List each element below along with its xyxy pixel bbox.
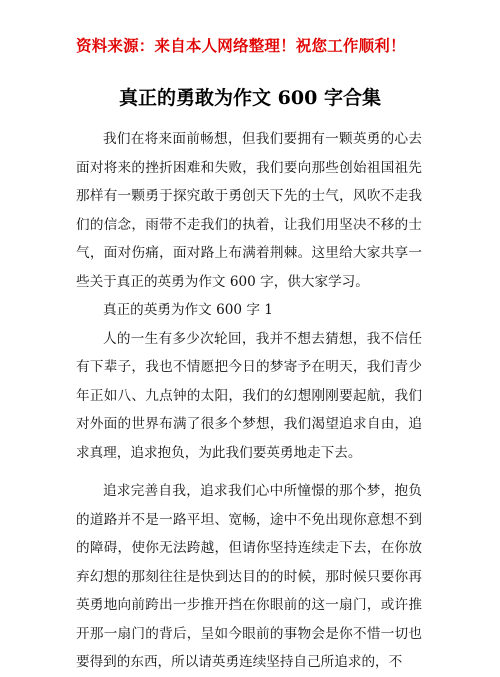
intro-paragraph: 我们在将来面前畅想，但我们要拥有一颗英勇的心去面对将来的挫折困难和失败，我们要向那些创始祖国祖先那样有一颗勇于探究敢于勇创天下先的士气，风吹不走我们的信念，雨带不走我们的执着，让我们用坚决不移的士气，面对伤痛，面对路上布满着荆棘。这里给大家共享一些关于真正的英勇为作文 600 字，供大家学习。 xyxy=(76,131,422,290)
source-note: 资料来源：来自本人网络整理！祝您工作顺利！ xyxy=(76,36,406,55)
document-title: 真正的勇敢为作文 600 字合集 xyxy=(119,87,381,109)
document-body xyxy=(76,125,422,677)
essay-paragraph: 追求完善自我，追求我们心中所憧憬的那个梦，抱负的道路并不是一路平坦、宽畅，途中不免出现你意想不到的障碍，使你无法跨越，但请你坚持连续走下去，在你放弃幻想的那刻往往是快到达目的的时候，那时候只要你再英勇地向前跨出一步推开挡在你眼前的这一扇门，或许推开那一扇门的背后，呈如今眼前的事物会是你不惜一切也要得到的东西，所以请英勇连续坚持自己所追求的，不 xyxy=(76,483,422,670)
essay-paragraph: 人的一生有多少次轮回，我并不想去猜想，我不信任有下辈子，我也不情愿把今日的梦寄予在明天，我们青少年正如八、九点钟的太阳，我们的幻想刚刚要起航，我们对外面的世界布满了很多个梦想，我们渴望追求自由，追求真理，追求抱负，为此我们要英勇地走下去。 xyxy=(76,330,422,461)
essay-heading: 真正的英勇为作文 600 字 1 xyxy=(103,302,273,318)
